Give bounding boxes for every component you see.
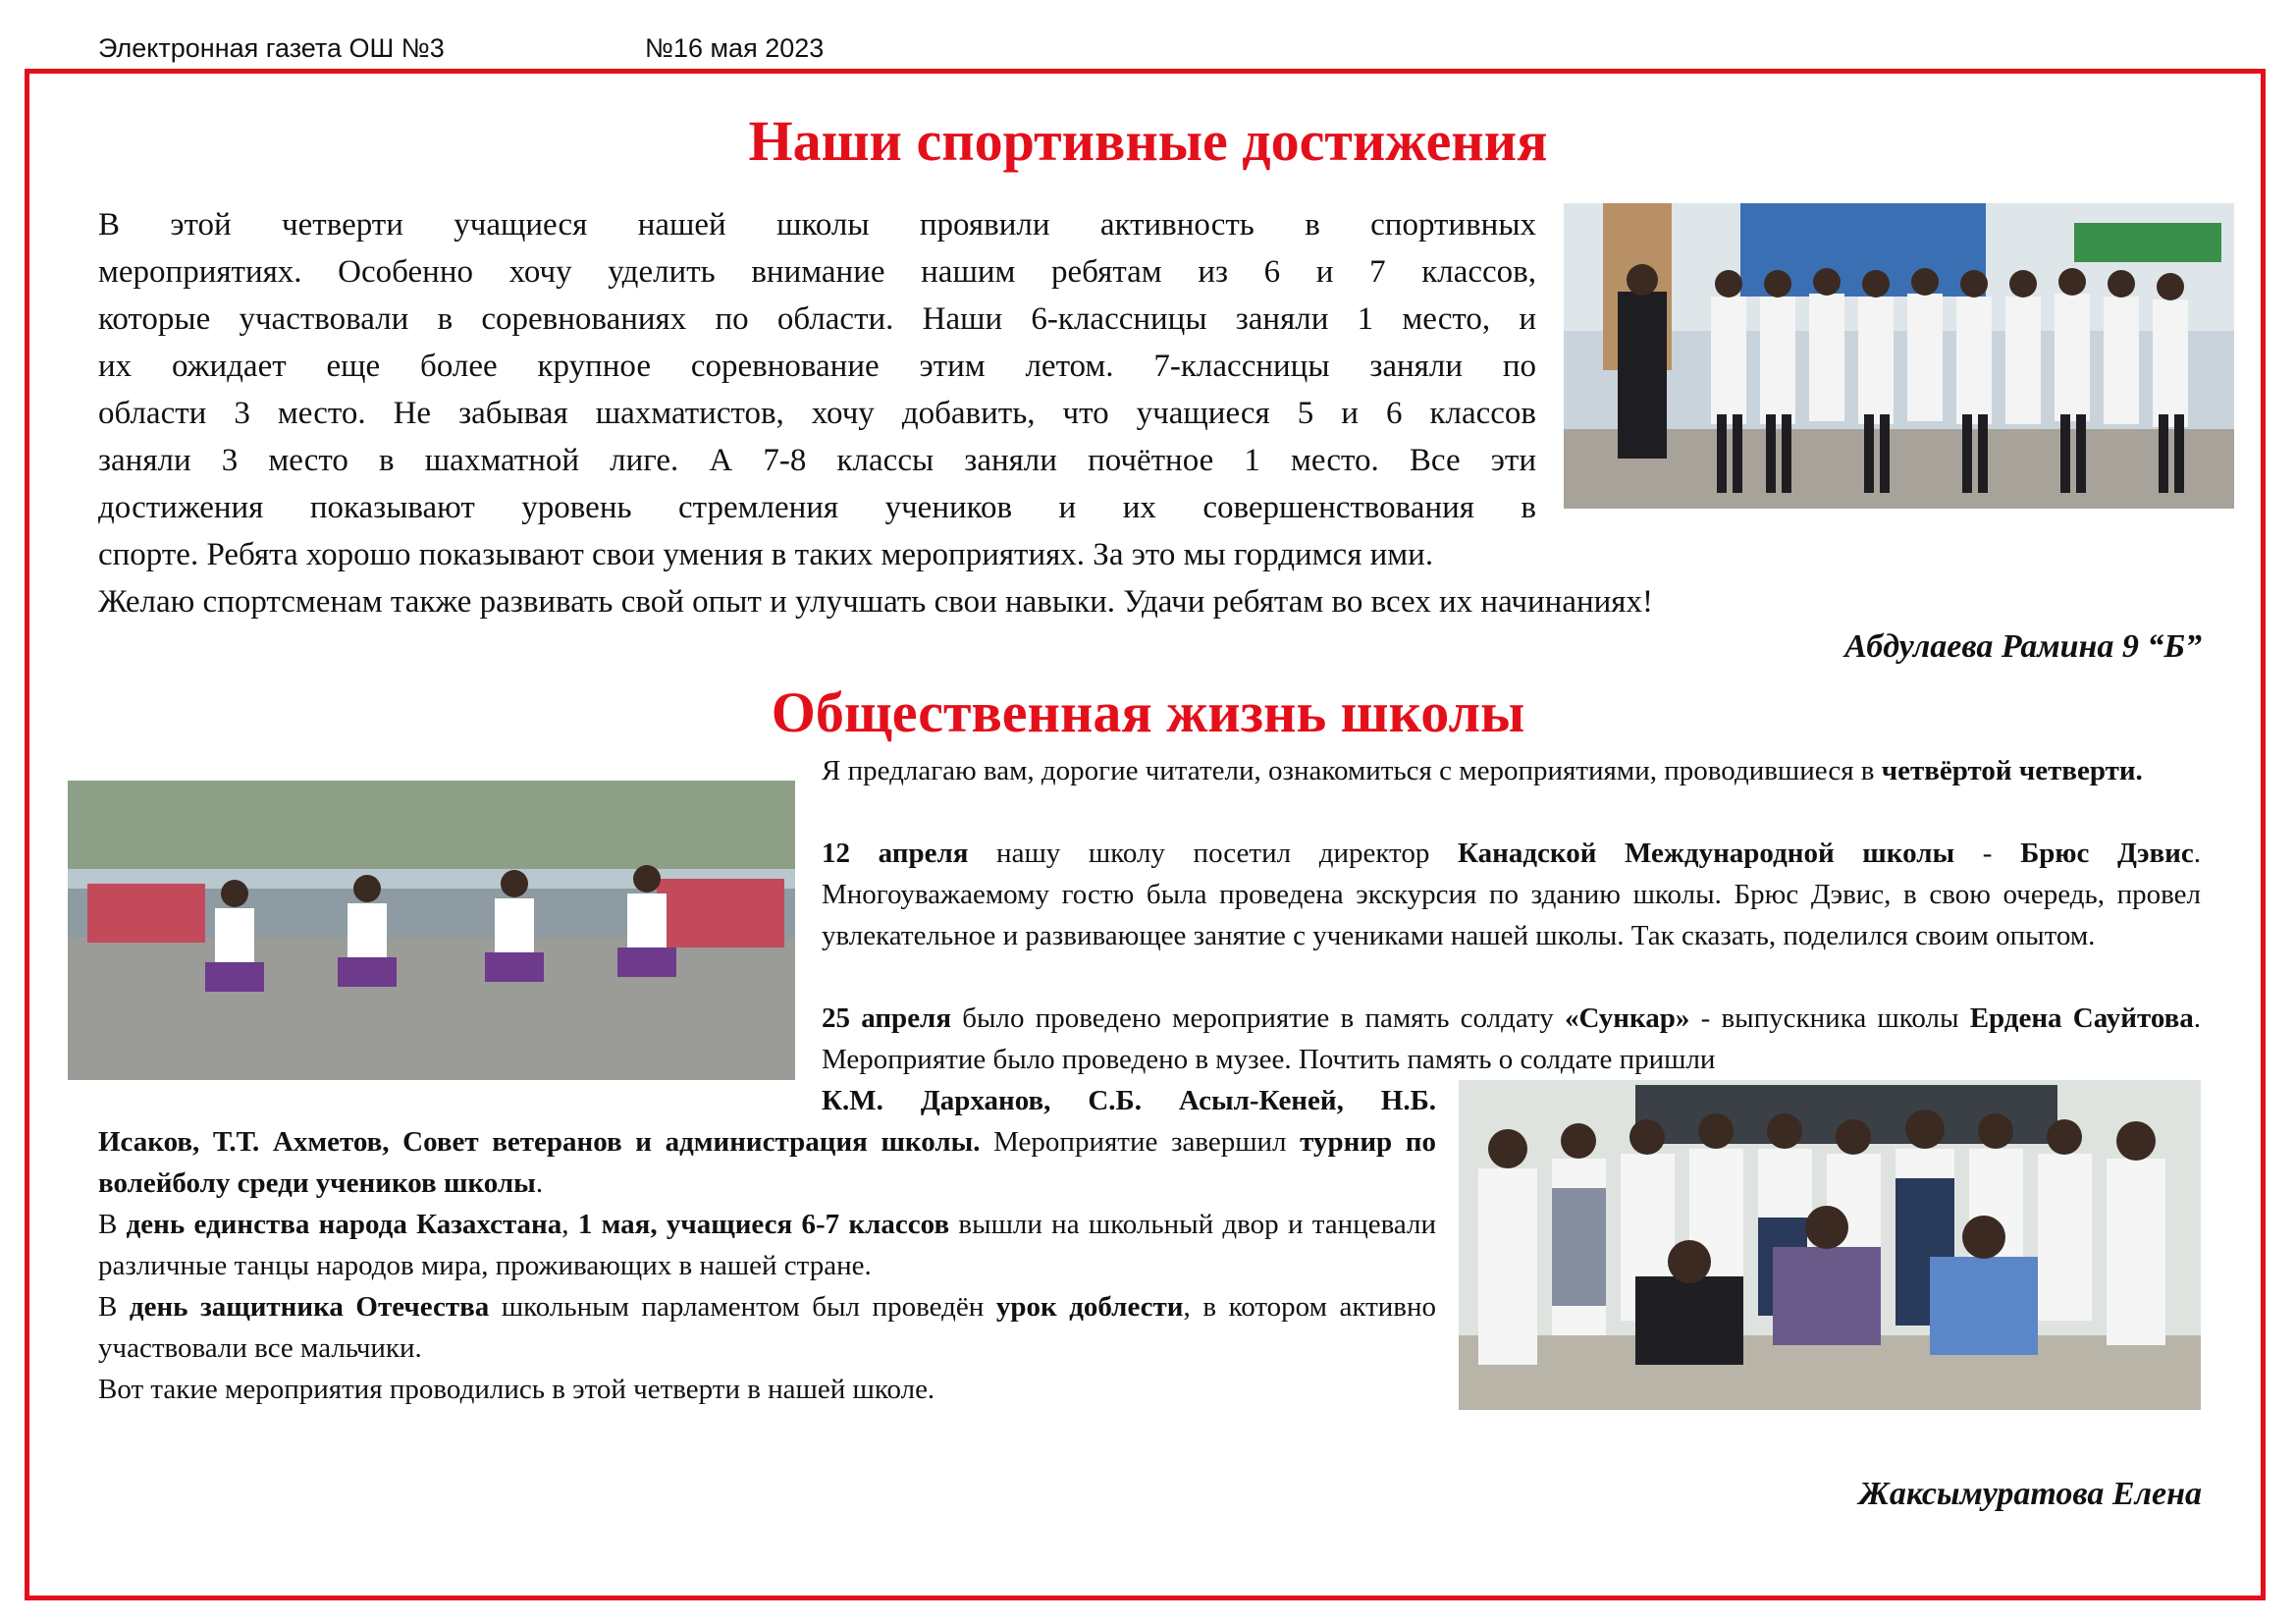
school-life-paragraph-3-names: К.М. Дарханов, С.Б. Асыл-Кеней, Н.Б. xyxy=(822,1085,1436,1116)
article-sports-line-2: мероприятиях. Особенно хочу уделить внимание нашим ребятам из 6 и 7 классов, xyxy=(98,254,1536,290)
school-life-paragraph-4: Исаков, Т.Т. Ахметов, Совет ветеранов и администрация школы. Мероприятие завершил турнир по волейболу среди учеников школы. xyxy=(98,1126,1436,1199)
dance-event-photo xyxy=(68,781,795,1080)
school-life-paragraph-1: Я предлагаю вам, дорогие читатели, ознакомиться с мероприятиями, проводившиеся в четвёртой четверти. xyxy=(822,755,2143,786)
school-life-paragraph-6: В день защитника Отечества школьным парламентом был проведён урок доблести, в котором активно участвовали все мальчики. xyxy=(98,1291,1436,1364)
article-sports-line-9: Желаю спортсменам также развивать свой опыт и улучшать свои навыки. Удачи ребятам во всех их начинаниях! xyxy=(98,584,1653,620)
article-sports-line-5: области 3 место. Не забывая шахматистов, хочу добавить, что учащиеся 5 и 6 классов xyxy=(98,396,1536,431)
sports-team-photo xyxy=(1564,203,2234,509)
dance-event-illustration xyxy=(68,781,795,1080)
article-sports-line-3: которые участвовали в соревнованиях по области. Наши 6-классницы заняли 1 место, и xyxy=(98,301,1536,337)
article-sports-line-4: их ожидает еще более крупное соревнование этим летом. 7-классницы заняли по xyxy=(98,349,1536,384)
school-life-paragraph-5: В день единства народа Казахстана, 1 мая, учащиеся 6-7 классов вышли на школьный двор и танцевали различные танцы народов мира, проживающих в нашей стране. xyxy=(98,1209,1437,1281)
article-school-life-title: Общественная жизнь школы xyxy=(771,680,1525,744)
article-sports-author: Абдулаева Рамина 9 “Б” xyxy=(1844,628,2202,665)
group-guest-illustration xyxy=(1459,1080,2201,1410)
article-sports-line-1: В этой четверти учащиеся нашей школы проявили активность в спортивных xyxy=(98,207,1536,243)
article-school-life-author: Жаксымуратова Елена xyxy=(1858,1476,2202,1512)
school-life-paragraph-3: 25 апреля было проведено мероприятие в память солдату «Сункар» - выпускника школы Ердена Сауйтова. Мероприятие было проведено в музее. Почтить память о солдате пришли xyxy=(822,1002,2202,1075)
article-sports-line-8: спорте. Ребята хорошо показывают свои умения в таких мероприятиях. За это мы гордимся ими. xyxy=(98,537,1434,572)
article-sports-line-6: заняли 3 место в шахматной лиге. А 7-8 классы заняли почётное 1 место. Все эти xyxy=(98,443,1536,478)
group-guest-photo xyxy=(1459,1080,2201,1410)
article-sports-line-7: достижения показывают уровень стремления учеников и их совершенствования в xyxy=(98,490,1536,525)
school-life-paragraph-7: Вот такие мероприятия проводились в этой четверти в нашей школе. xyxy=(98,1374,935,1405)
school-life-paragraph-2: 12 апреля нашу школу посетил директор Канадской Международной школы - Брюс Дэвис. Многоуважаемому гостю была проведена экскурсия по зданию школы. Брюс Дэвис, в свою очередь, провел увлекательное и развивающее занятие с учениками нашей школы. Так сказать, поделился своим опытом. xyxy=(822,838,2202,951)
issue-number: №16 мая 2023 xyxy=(645,33,825,63)
sports-team-illustration xyxy=(1564,203,2234,509)
article-sports-title: Наши спортивные достижения xyxy=(748,109,1548,173)
newspaper-name: Электронная газета ОШ №3 xyxy=(98,33,445,63)
